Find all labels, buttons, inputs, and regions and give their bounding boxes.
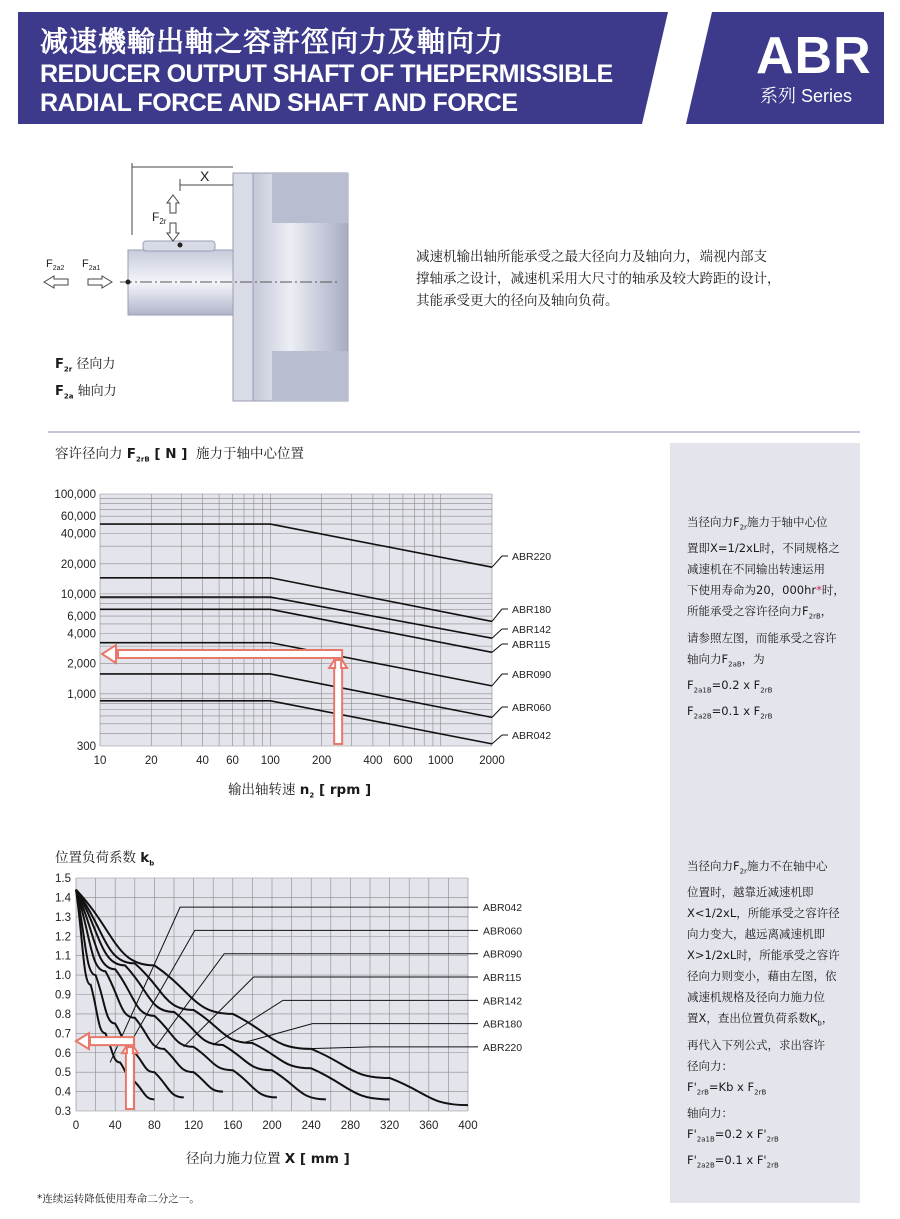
y-tick-label: 0.8 (55, 1008, 71, 1021)
y-tick-label: 0.4 (55, 1086, 71, 1099)
page-title-en-line2: RADIAL FORCE AND SHAFT AND FORCE (40, 89, 518, 117)
y-tick-label: 300 (76, 741, 96, 753)
footnote: *连续运转降低使用寿命二分之一。 (37, 1193, 200, 1205)
series-label: ABR060 (512, 702, 552, 714)
series-leader (492, 674, 502, 686)
series-leader (492, 644, 502, 652)
y-tick-label: 1.5 (55, 873, 71, 885)
chart-position-factor (0, 868, 560, 1148)
series-leader (492, 556, 502, 567)
x-tick-label: 10 (93, 755, 107, 767)
chart-radial-force (0, 480, 560, 810)
x-tick-label: 280 (340, 1120, 360, 1132)
series-label: ABR042 (483, 902, 523, 915)
diagram-legend (55, 354, 117, 407)
side-note-2: 当径向力$F_{2r}$施力不在轴中心 位置时，越靠近减速机即 X<1/2xL，所能承受之容许径 向力变大，越远离减速机即 X>1/2xL时，所能承受之容许 径向力则变小，藉由左图，依 减速机规格及径向力施力位 置X，查出位置负荷系数$K_b$， 再代入下列公式，求出容许 径向力： $F'_{2rB}=Kb$ x $F_{2rB}$ 轴向力： $F'_{2a1B}=0.2$ x $F'_{2rB}$ $F'_{2a2B}=0.1$ x $F'_{2rB}$ (687, 859, 840, 1170)
series-label: ABR042 (512, 730, 552, 742)
y-tick-label: 0.9 (55, 989, 71, 1002)
series-label: ABR090 (512, 669, 552, 681)
annotation-arrow-up (334, 660, 342, 744)
y-tick-label: 2,000 (67, 658, 96, 671)
x-tick-label: 100 (260, 755, 280, 767)
series-label: ABR220 (483, 1041, 523, 1054)
series-leader (492, 629, 502, 638)
y-tick-label: 1.2 (55, 931, 71, 944)
y-tick-label: 4,000 (67, 628, 96, 641)
x-tick-label: 400 (458, 1120, 478, 1132)
x-tick-label: 240 (301, 1120, 321, 1132)
force-axial-1-label: $F_{2a1}$ (82, 258, 101, 272)
force-axial-2-label: $F_{2a2}$ (46, 258, 65, 272)
y-tick-label: 1,000 (67, 688, 96, 701)
legend-radial: $F_{2r}$ 径向力 (55, 357, 116, 374)
series-label: ABR115 (512, 639, 551, 651)
x-tick-label: 160 (223, 1120, 243, 1132)
x-tick-label: 40 (196, 755, 209, 767)
section-divider (48, 431, 860, 433)
intro-paragraph: 减速机输出轴所能承受之最大径向力及轴向力，端视内部支 撑轴承之设计，减速机采用大尺寸的轴承及较大跨距的设计， 其能承受更大的径向及轴向负荷。 (416, 249, 781, 309)
page-title-en-line1: REDUCER OUTPUT SHAFT OF THEPERMISSIBLE (40, 60, 613, 88)
y-tick-label: 0.7 (55, 1028, 71, 1041)
series-label: ABR180 (512, 604, 552, 616)
y-tick-label: 1.4 (55, 892, 71, 905)
y-tick-label: 6,000 (67, 611, 96, 624)
series-leader (492, 707, 502, 717)
series-leader (492, 735, 502, 744)
x-tick-label: 60 (226, 755, 239, 767)
x-tick-label: 360 (419, 1120, 439, 1132)
chart2-xlabel: 径向力施力位置 X [ mm ] (186, 1151, 350, 1167)
series-leader (492, 609, 502, 621)
series-label: ABR060 (483, 925, 523, 938)
dimension-x-label: X (200, 168, 210, 184)
force-radial-label: $F_{2r}$ (152, 210, 167, 226)
annotation-arrow-up (126, 1047, 134, 1109)
y-tick-label: 1.1 (55, 950, 71, 963)
side-note-1: 当径向力$F_{2r}$施力于轴中心位 置即X=1/2xL时，不同规格之 减速机在不同输出转速运用 下使用寿命为20，000hr*时， 所能承受之容许径向力$F_{2rB}$， 请参照左图，而能承受之容许 轴向力$F_{2aB}$，为 $F_{2a1B}=0.2$ x $F_{2rB}$ $F_{2a2B}=0.1$ x $F_{2rB}$ (687, 515, 845, 721)
series-label: ABR180 (483, 1018, 523, 1031)
y-tick-label: 1.3 (55, 911, 71, 924)
y-tick-label: 1.0 (55, 970, 71, 983)
series-label: ABR142 (512, 624, 552, 636)
chart1-xlabel: 输出轴转速 $n_2$ [ rpm ] (228, 782, 372, 800)
legend-axial: $F_{2a}$ 轴向力 (55, 383, 117, 401)
x-tick-label: 120 (184, 1120, 204, 1132)
chart1-heading: 容许径向力 $F_{2rB}$ [ N ] 施力于轴中心位置 (55, 446, 305, 464)
annotation-arrow-left (90, 1037, 134, 1045)
annotation-arrow-left (118, 650, 342, 658)
series-label: ABR142 (483, 995, 523, 1008)
y-tick-label: 0.3 (55, 1106, 71, 1118)
page-title-cn: 减速機輸出軸之容許徑向力及軸向力 (40, 25, 505, 58)
x-tick-label: 2000 (479, 755, 505, 767)
x-tick-label: 1000 (427, 755, 454, 767)
y-tick-label: 60,000 (60, 511, 96, 524)
x-tick-label: 200 (312, 755, 332, 767)
series-code: ABR (756, 27, 872, 85)
y-tick-label: 40,000 (60, 528, 96, 541)
x-tick-label: 320 (380, 1120, 400, 1132)
chart2-heading: 位置负荷系数 $k_b$ (55, 850, 155, 868)
y-tick-label: 10,000 (60, 588, 96, 601)
series-label: 系列 Series (760, 86, 853, 106)
series-label: ABR090 (483, 948, 523, 961)
y-tick-label: 20,000 (60, 558, 96, 571)
x-tick-label: 40 (108, 1120, 122, 1132)
x-tick-label: 600 (393, 755, 413, 767)
x-tick-label: 80 (148, 1120, 161, 1132)
y-tick-label: 0.5 (55, 1067, 71, 1080)
x-tick-label: 20 (144, 755, 158, 767)
x-tick-label: 200 (262, 1120, 282, 1132)
y-tick-label: 0.6 (55, 1047, 71, 1060)
y-tick-label: 100,000 (54, 489, 96, 501)
x-tick-label: 400 (363, 755, 383, 767)
series-label: ABR115 (483, 972, 522, 985)
series-label: ABR220 (512, 551, 552, 563)
x-tick-label: 0 (72, 1120, 80, 1132)
